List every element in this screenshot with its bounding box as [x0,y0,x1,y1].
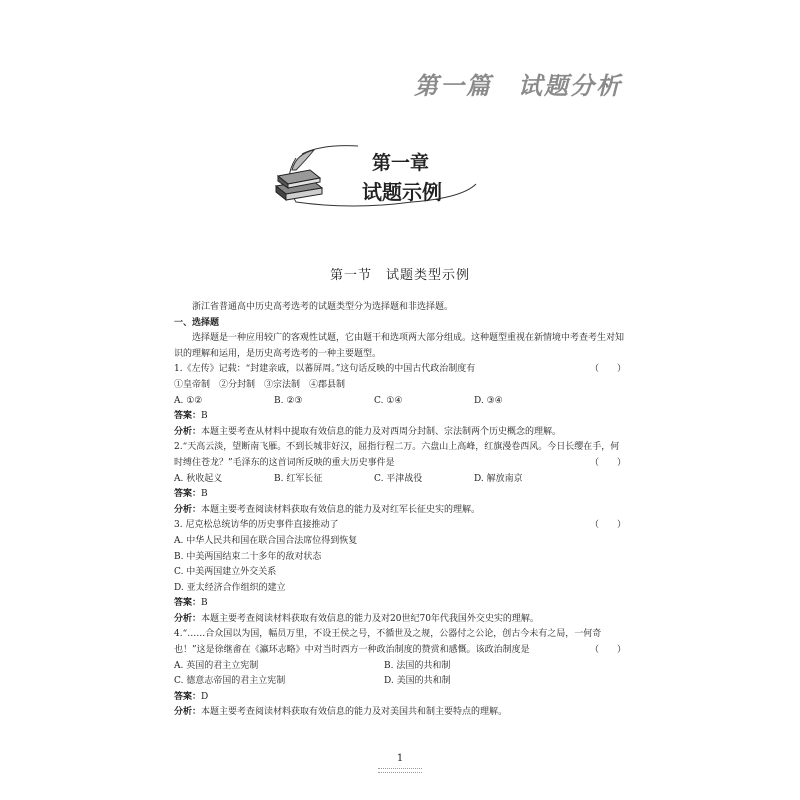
part-title: 第一篇 试题分析 [414,72,622,100]
question-3-analysis [174,612,626,628]
question-4-analysis [174,705,626,721]
question-4-options [174,674,626,690]
option: C. 平津战役 [374,473,423,484]
answer-label: 答案： [174,598,202,609]
intro-paragraph: 浙江省普通高中历史高考选考的试题类型分为选择题和非选择题。 [192,302,454,312]
question-2-stem [174,440,626,471]
answer-blank: （ ） [589,645,626,656]
analysis-text: 本题主要考查阅读材料获取有效信息的能力及对20世纪70年代我国外交史实的理解。 [201,613,539,624]
chapter-number: 第一章 [372,152,430,174]
stem-text: 2.“天高云淡，望断南飞雁。不到长城非好汉，屈指行程二万。六盘山上高峰，红旗漫卷西风。今日长缨在手，何时缚住苍龙？”毛泽东的这首词所反映的重大历史事件是 [174,442,620,468]
analysis-label: 分析： [174,504,202,515]
page-number-rule [378,768,422,773]
question-2-analysis [174,503,626,519]
option: D. 美国的共和制 [384,676,451,687]
question-4-stem [174,627,626,658]
analysis-text: 本题主要考查从材料中提取有效信息的能力及对西周分封制、宗法制两个历史概念的理解。 [201,426,562,437]
choice-description: 选择题是一种应用较广的客观性试题，它由题干和选项两大部分组成。这种题型重视在新情境中考查考生对知识的理解和运用，是历史高考选考的一种主要题型。 [174,333,625,359]
analysis-label: 分析： [174,707,202,718]
option: B. 中美两国结束二十多年的敌对状态 [174,551,322,562]
option: B. 法国的共和制 [384,660,451,671]
question-3-stem: 3. 尼克松总统访华的历史事件直接推动了 [174,520,339,531]
option: D. ③④ [474,395,503,406]
option: C. ①④ [374,395,403,406]
stem-text: 4.“……合众国以为国，幅员万里，不设王侯之号，不循世及之规，公器付之公论，创古今未有之局，一何奇也！”这是徐继畬在《瀛环志略》中对当时西方一种政治制度的赞赏和感慨。该政治制度是 [174,629,602,656]
answer-value: D [201,691,209,702]
answer-value: B [201,489,208,500]
option: B. ②③ [274,395,303,406]
answer-blank: （ ） [589,520,626,531]
option: D. 解放南京 [474,473,523,484]
section-title: 第一节 试题类型示例 [329,268,470,283]
option: C. 中美两国建立外交关系 [174,567,277,578]
chapter-title: 试题示例 [362,180,442,204]
question-1-items: ①皇帝制 ②分封制 ③宗法制 ④郡县制 [174,379,346,390]
question-4-options [174,659,626,675]
question-2-answer [174,487,626,503]
question-stem [174,362,626,378]
question-stem [174,518,626,534]
analysis-label: 分析： [174,426,202,437]
answer-label: 答案： [174,411,202,422]
option: C. 德意志帝国的君主立宪制 [174,676,286,687]
option: A. 秋收起义 [174,473,223,484]
question-4-answer [174,690,626,706]
option: D. 亚太经济合作组织的建立 [174,582,286,593]
answer-blank: （ ） [589,364,626,375]
analysis-text: 本题主要考查阅读材料获取有效信息的能力及对美国共和制主要特点的理解。 [201,707,508,718]
question-3-answer [174,596,626,612]
content-body [174,300,626,721]
chapter-banner [262,140,482,220]
question-1-options [174,394,626,410]
question-1-analysis [174,425,626,441]
question-1-answer [174,409,626,425]
answer-label: 答案： [174,489,202,500]
option: A. ①② [174,395,203,406]
question-2-options [174,472,626,488]
option: B. 红军长征 [274,473,323,484]
answer-label: 答案： [174,691,202,702]
option: A. 英国的君主立宪制 [174,660,259,671]
page-number: 1 [396,753,404,764]
analysis-label: 分析： [174,613,202,624]
answer-value: B [201,598,208,609]
heading-choice: 一、选择题 [174,317,220,328]
option: A. 中华人民共和国在联合国合法席位得到恢复 [174,535,358,546]
answer-blank: （ ） [589,457,626,468]
question-1-stem: 1.《左传》记载：“封建亲戚，以蕃屏周。”这句话反映的中国古代政治制度有 [174,364,476,375]
analysis-text: 本题主要考查阅读材料获取有效信息的能力及对红军长征史实的理解。 [201,504,481,515]
answer-value: B [201,411,208,422]
